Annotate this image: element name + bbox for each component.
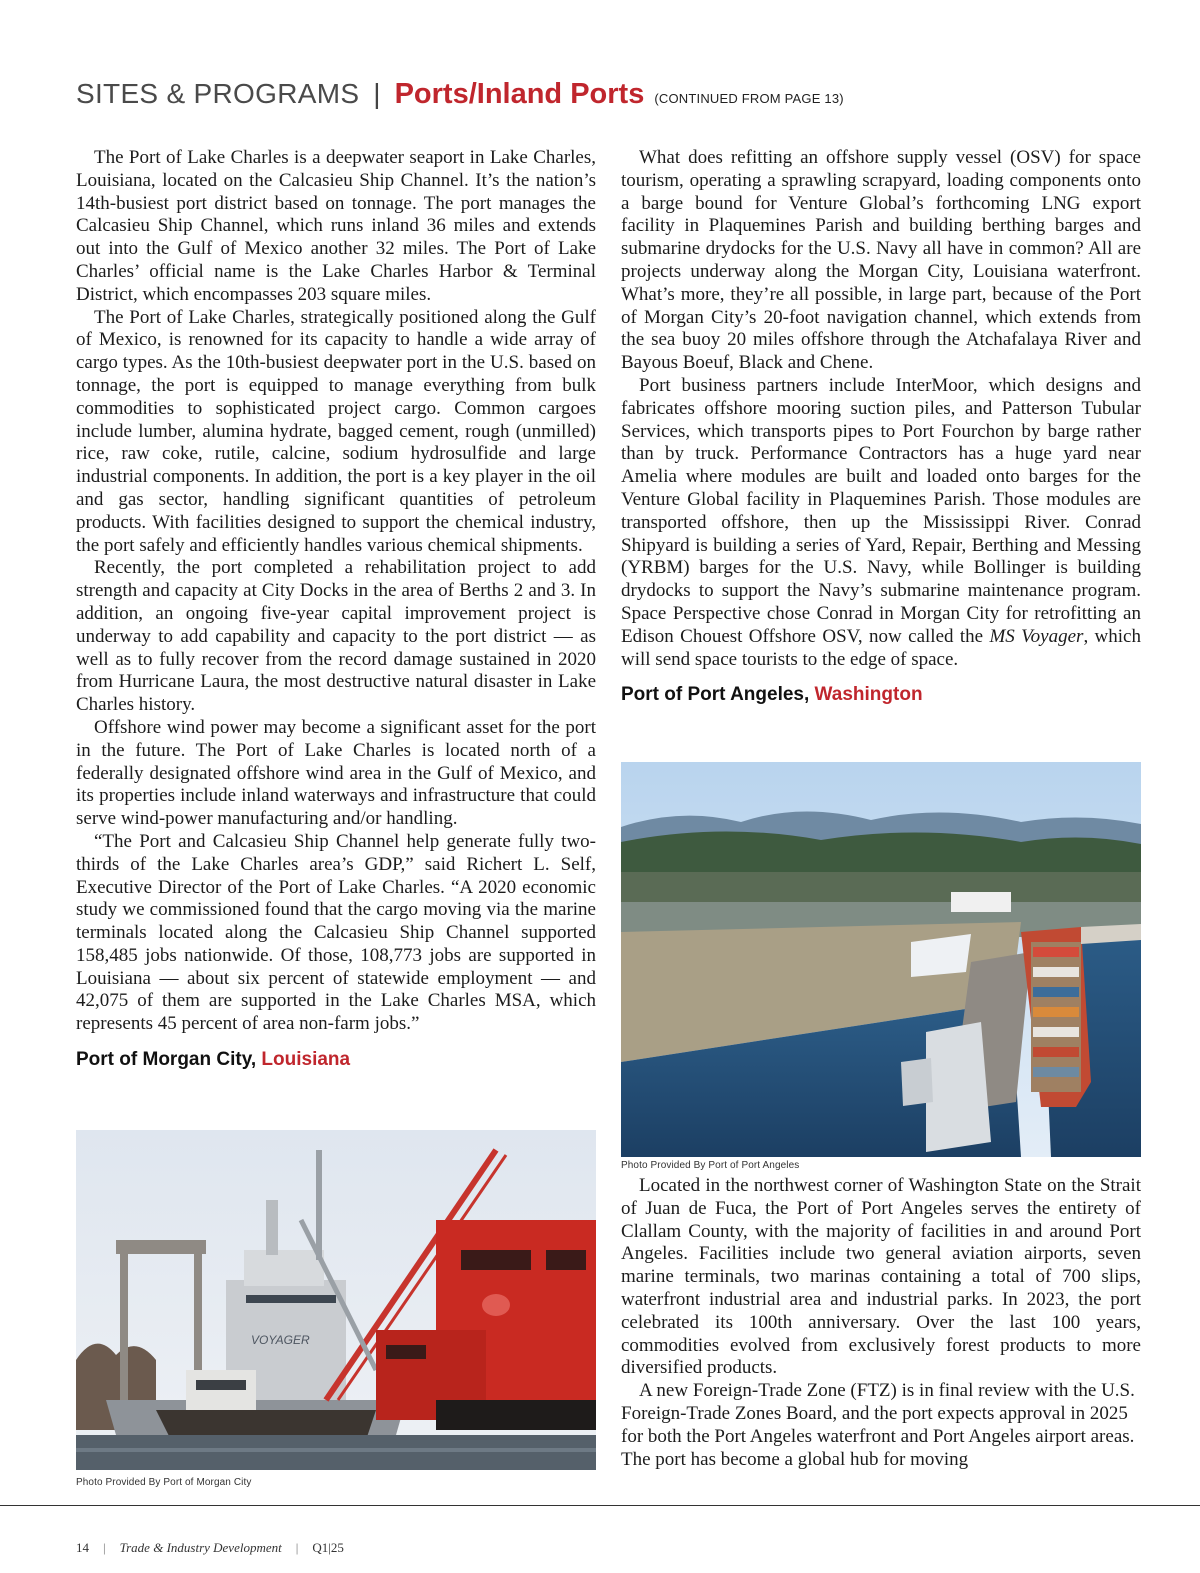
photo-caption: Photo Provided By Port of Morgan City (76, 1477, 252, 1488)
paragraph-text: , which will send space tourists to the edge of space. (621, 625, 1141, 670)
subhead-port-name: Port of Port Angeles, (621, 684, 810, 706)
paragraph (621, 375, 1141, 671)
page-footer (76, 1540, 344, 1556)
paragraph-text: Port business partners include InterMoor, which designs and fabricates offshore mooring suction piles, and Patterson Tubular Services, which transports pipes to Port Fourchon by barge rather than by truck. Performance Contractors has a huge yard near Amelia where modules are built and loaded onto barges for the Venture Global facility in Plaquemines Parish. Those modules are transported offshore, then up the Mississippi River. Conrad Shipyard is building a series of Yard, Repair, Berthing and Messing (YRBM) barges for the U.S. Navy, while Bollinger is building drydocks to support the Navy’s submarine maintenance program. Space Perspective chose Conrad in Morgan City for retrofitting an Edison Chouest Offshore OSV, now called the (621, 374, 1141, 647)
paragraph: The Port of Lake Charles, strategically positioned along the Gulf of Mexico, is renowned for its capacity to handle a wide array of cargo types. As the 10th-busiest deepwater port in the U.S. based on tonnage, the port is equipped to manage everything from bulk commodities to sophisticated project cargo. Common cargoes include lumber, alumina hydrate, bagged cement, rough (unmilled) rice, raw coke, rutile, calcine, sodium hydrosulfide and large industrial components. In addition, the port is a key player in the oil and gas sector, handling significant quantities of petroleum products. With facilities designed to support the chemical industry, the port safely and efficiently handles various chemical shipments. (76, 306, 596, 556)
paragraph: Located in the northwest corner of Washington State on the Strait of Juan de Fuca, the Port of Port Angeles serves the entirety of Clallam County, with the majority of facilities in and around Port Angeles. Facilities include two general aviation airports, seven marine terminals, two marinas containing a total of 700 slips, waterfront industrial area and industrial parks. In 2023, the port celebrated its 100th anniversary. Over the last 100 years, commodities evolved from exclusively forest products to more diversified products. (621, 1175, 1141, 1379)
continued-note: (CONTINUED FROM PAGE 13) (654, 91, 844, 106)
paragraph: The Port of Lake Charles is a deepwater seaport in Lake Charles, Louisiana, located on the Calcasieu Ship Channel. It’s the nation’s 14th-busiest port district based on tonnage. The port manages the Calcasieu Ship Channel, which runs inland 36 miles and extends out into the Gulf of Mexico another 32 miles. The Port of Lake Charles’ official name is the Lake Charles Harbor & Terminal District, which encompasses 203 square miles. (76, 147, 596, 305)
subhead-port-name: Port of Morgan City, (76, 1049, 257, 1071)
subhead-state: Washington (814, 684, 923, 706)
page-title: Ports/Inland Ports (394, 78, 645, 110)
right-column (621, 147, 1141, 717)
page-number: 14 (76, 1540, 89, 1555)
paragraph: Offshore wind power may become a significant asset for the port in the future. The Port of Lake Charles is located north of a federally designated offshore wind area in the Gulf of Mexico, and its properties include inland waterways and infrastructure that could serve wind-power manufacturing and/or handling. (76, 716, 596, 830)
issue-label: Q1|25 (312, 1540, 344, 1555)
hull-name-text: VOYAGER (251, 1333, 310, 1347)
subhead-port-angeles (621, 683, 1141, 707)
port-angeles-photo (621, 762, 1141, 1157)
section-label: SITES & PROGRAMS (76, 78, 360, 109)
paragraph: Recently, the port completed a rehabilitation project to add strength and capacity at City Docks in the area of Berths 2 and 3. In addition, an ongoing five-year capital improvement project is underway to add capability and capacity to the port district — as well as to fully recover from the record damage sustained in 2020 from Hurricane Laura, the most destructive natural disaster in Lake Charles history. (76, 557, 596, 716)
paragraph: What does refitting an offshore supply vessel (OSV) for space tourism, operating a sprawling scrapyard, loading components onto a barge bound for Venture Global’s forthcoming LNG export facility in Plaquemines Parish and building berthing barges and submarine drydocks for the U.S. Navy all have in common? All are projects underway along the Morgan City, Louisiana waterfront. What’s more, they’re all possible, in large part, because of the Port of Morgan City’s 20-foot navigation channel, which extends from the sea buoy 20 miles offshore through the Atchafalaya River and Bayous Boeuf, Black and Chene. (621, 147, 1141, 374)
subhead-morgan-city (76, 1048, 596, 1072)
right-column-lower (621, 1175, 1141, 1471)
morgan-city-photo (76, 1130, 596, 1470)
footer-separator: | (103, 1540, 106, 1555)
header-separator: | (373, 78, 381, 109)
ship-illustration (76, 1130, 596, 1470)
paragraph: A new Foreign-Trade Zone (FTZ) is in final review with the U.S. Foreign-Trade Zones Board, and the port expects approval in 2025 for both the Port Angeles waterfront and Port Angeles airport areas. The port has become a global hub for moving (621, 1380, 1135, 1470)
left-column (76, 147, 596, 1082)
footer-separator: | (295, 1540, 299, 1555)
harbor-aerial-illustration (621, 762, 1141, 1157)
magazine-name: Trade & Industry Development (119, 1540, 282, 1555)
photo-caption: Photo Provided By Port of Port Angeles (621, 1160, 800, 1171)
footer-rule (0, 1505, 1200, 1506)
page-header (76, 78, 1156, 118)
subhead-state: Louisiana (261, 1049, 351, 1071)
vessel-name: MS Voyager (989, 625, 1084, 647)
paragraph: “The Port and Calcasieu Ship Channel help generate fully two-thirds of the Lake Charles area’s GDP,” said Richert L. Self, Executive Director of the Port of Lake Charles. “A 2020 economic study we commissioned found that the cargo moving via the marine terminals located along the Calcasieu Ship Channel supported 158,485 jobs nationwide. Of those, 108,773 jobs are supported in Louisiana — about six percent of statewide employment — and 42,075 of them are supported in the Lake Charles MSA, which represents 45 percent of area non-farm jobs.” (76, 830, 596, 1035)
